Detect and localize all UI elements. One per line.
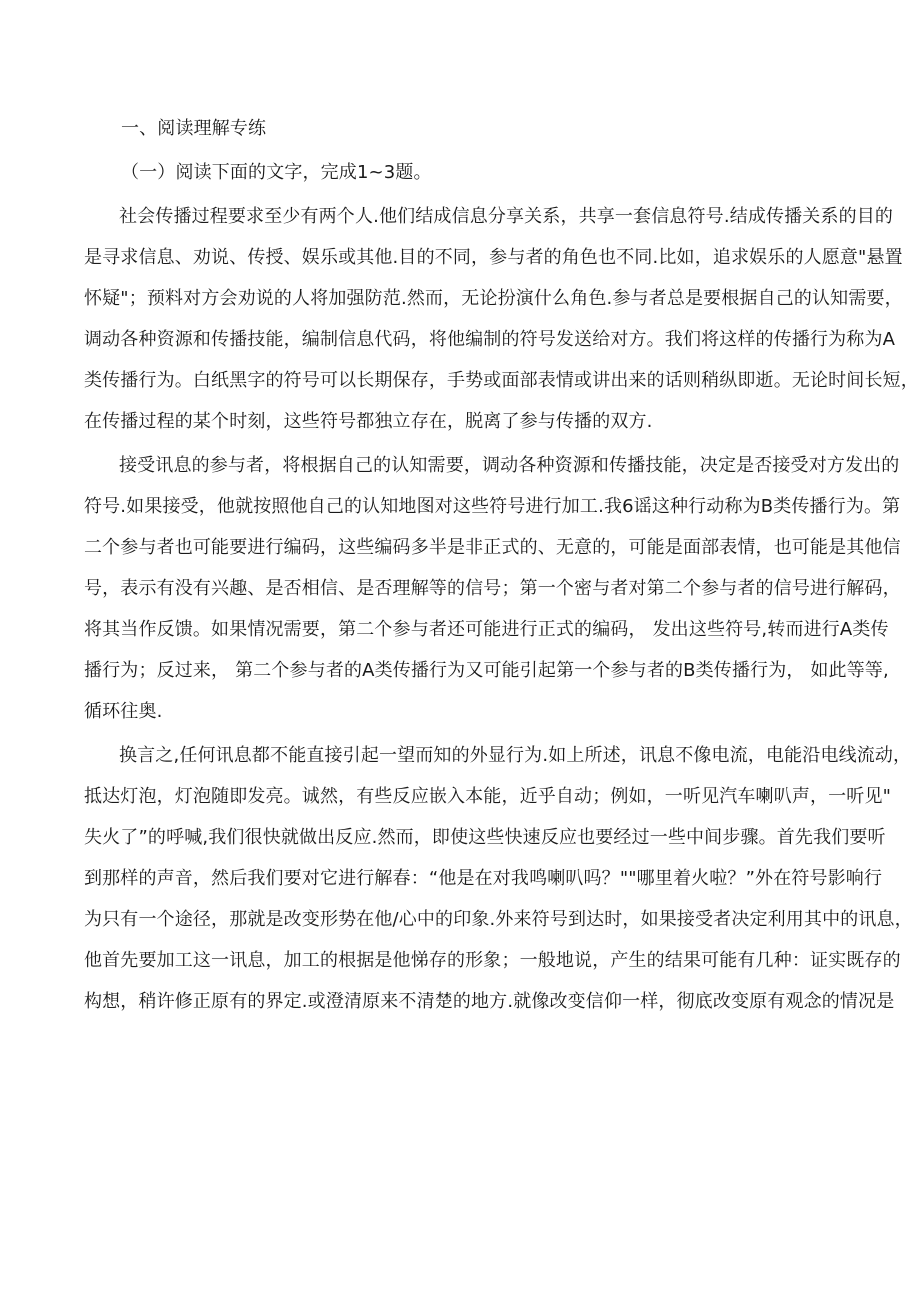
paragraph-line: 失火了”的呼喊,我们很快就做出反应.然而，即使这些快速反应也要经过一些中间步骤。首先我们要听	[84, 827, 886, 848]
paragraph-line: 播行为；反过来， 第二个参与者的A类传播行为又可能引起第一个参与者的B类传播行为， 如此等等,	[84, 660, 889, 681]
sub-title: （一）阅读下面的文字，完成1~3题。	[121, 162, 432, 183]
paragraph-line: 接受讯息的参与者，将根据自己的认知需要，调动各种资源和传播技能，决定是否接受对方发出的	[119, 455, 900, 476]
paragraph-2	[84, 447, 901, 730]
paragraph-line: 二个参与者也可能要进行编码，这些编码多半是非正式的、无意的，可能是面部表情，也可能是其他信	[84, 537, 901, 558]
paragraph-1	[84, 198, 919, 440]
paragraph-line: 将其当作反馈。如果情况需要，第二个参与者还可能进行正式的编码， 发出这些符号,转而进行A类传	[84, 619, 889, 640]
section-title: 一、阅读理解专练	[121, 118, 267, 139]
paragraph-line: 符号.如果接受，他就按照他自己的认知地图对这些符号进行加工.我6谣这种行动称为B类传播行为。第	[84, 496, 901, 517]
paragraph-line: 抵达灯泡，灯泡随即发亮。诚然，有些反应嵌入本能，近乎自动；例如，一听见汽车喇叭声，一听见"	[84, 786, 892, 807]
paragraph-line: 调动各种资源和传播技能，编制信息代码，将他编制的符号发送给对方。我们将这样的传播行为称为A	[84, 329, 896, 350]
paragraph-line: 是寻求信息、劝说、传授、娱乐或其他.目的不同，参与者的角色也不同.比如，追求娱乐的人愿意"悬置	[84, 247, 903, 268]
paragraph-line: 换言之,任何讯息都不能直接引起一望而知的外显行为.如上所述，讯息不像电流，电能沿电线流动，	[119, 745, 912, 766]
paragraph-line: 社会传播过程要求至少有两个人.他们结成信息分享关系，共享一套信息符号.结成传播关系的目的	[119, 206, 894, 227]
paragraph-line: 怀疑"；预料对方会劝说的人将加强防范.然而，无论扮演什么角色.参与者总是要根据自己的认知需要，	[84, 288, 903, 309]
paragraph-line: 号，表示有没有兴趣、是否相信、是否理解等的信号；第一个密与者对第二个参与者的信号进行解码，	[84, 578, 901, 599]
paragraph-line: 为只有一个途径，那就是改变形势在他/心中的印象.外来符号到达时，如果接受者决定利用其中的讯息，	[84, 909, 913, 930]
paragraph-line: 循环往奥.	[84, 701, 163, 722]
document-body	[84, 110, 919, 1027]
paragraph-line: 类传播行为。白纸黑字的符号可以长期保存，手势或面部表情或讲出来的话则稍纵即逝。无论时间长短，	[84, 370, 919, 391]
paragraph-line: 到那样的声音，然后我们要对它进行解春：“他是在对我鸣喇叭吗？""哪里着火啦？”外在符号影响行	[84, 868, 883, 889]
paragraph-3	[84, 737, 913, 1020]
paragraph-line: 在传播过程的某个时刻，这些符号都独立存在，脱离了参与传播的双方.	[84, 411, 653, 432]
paragraph-line: 他首先要加工这一讯息，加工的根据是他悌存的形象；一般地说，产生的结果可能有几种：证实既存的	[84, 950, 901, 971]
paragraph-line: 构想，稍许修正原有的界定.或澄清原来不清楚的地方.就像改变信仰一样，彻底改变原有观念的情况是	[84, 991, 895, 1012]
